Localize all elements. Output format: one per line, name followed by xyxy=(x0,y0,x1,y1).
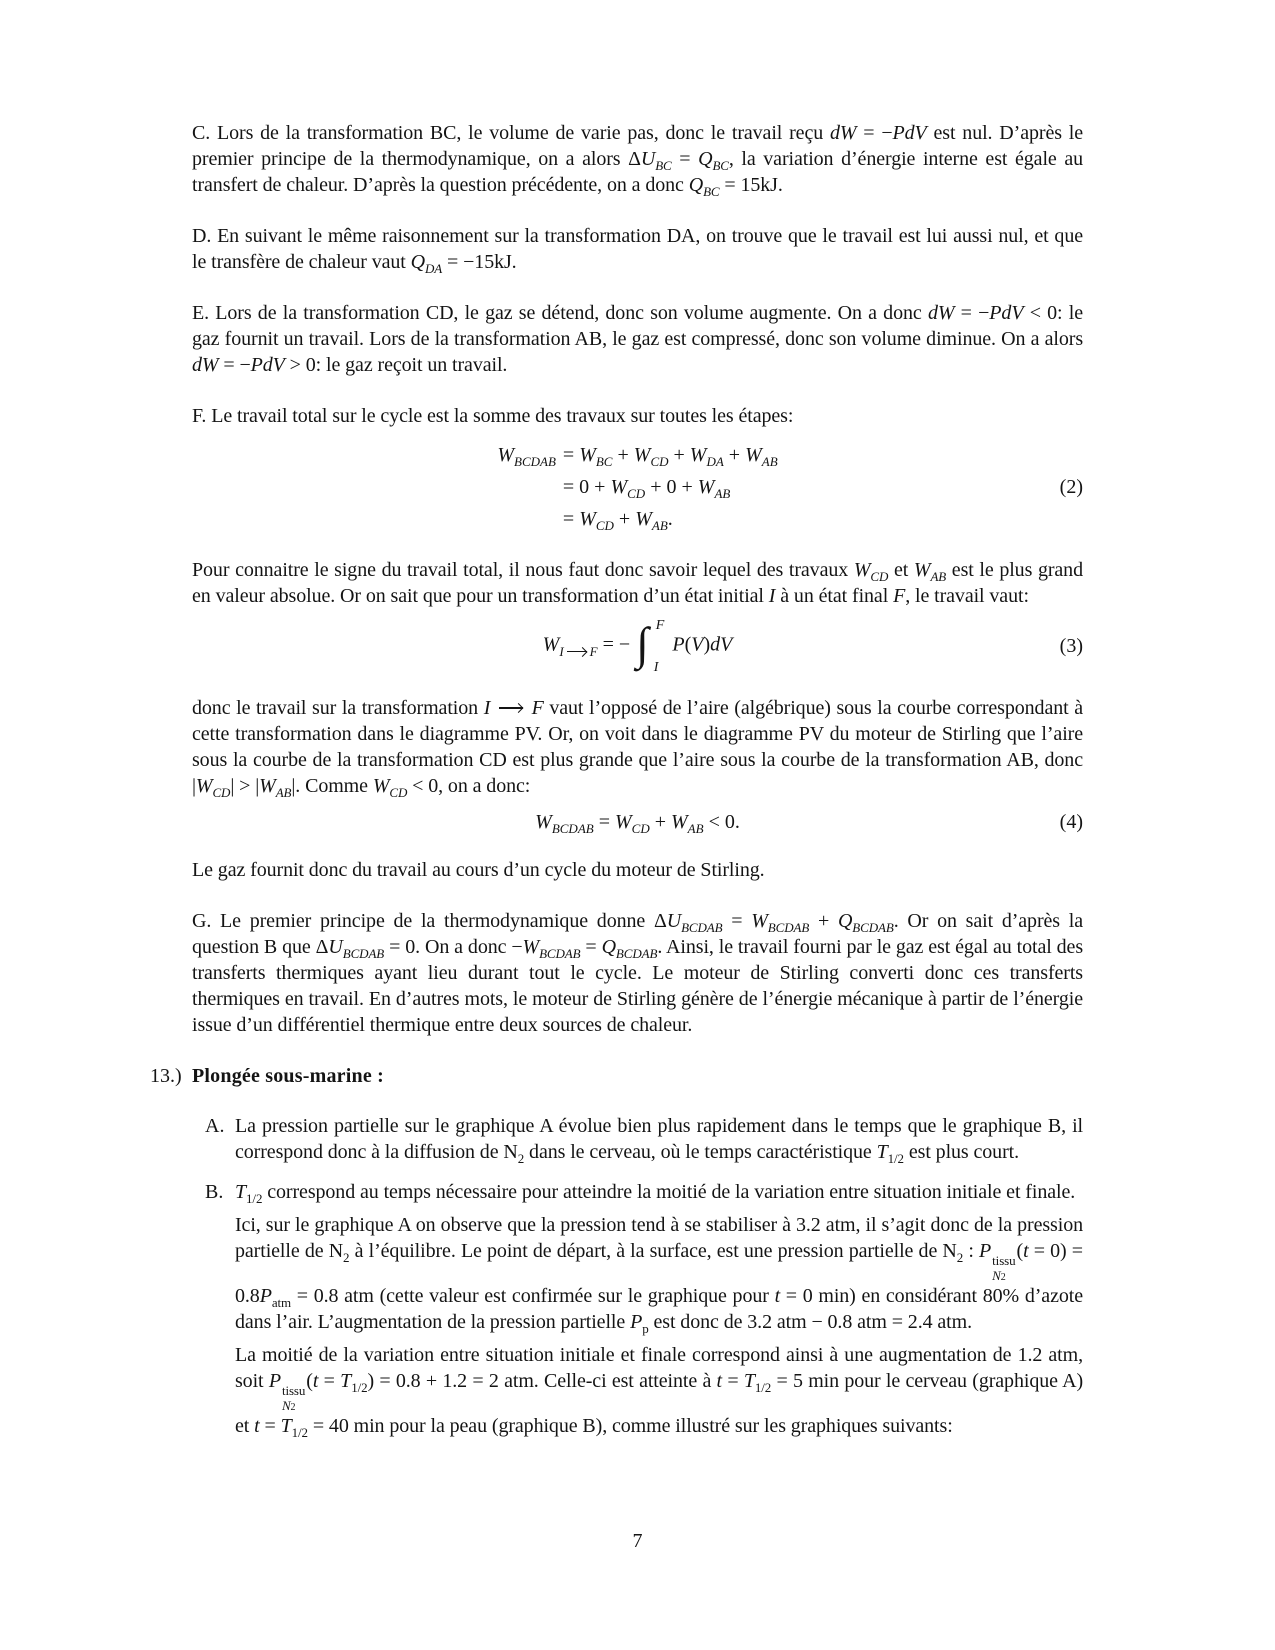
paragraph-gaz: Le gaz fournit donc du travail au cours d’un cycle du moteur de Stirling. xyxy=(192,859,765,881)
page-content xyxy=(150,120,1084,1453)
equation-2 xyxy=(192,439,1083,535)
paragraph-b1: $T_{1/2}$ correspond au temps nécessaire pour atteindre la moitié de la variation entre situation initiale et finale. xyxy=(235,1181,1076,1206)
question-13-heading xyxy=(150,1063,1083,1089)
equation-4 xyxy=(192,809,1083,835)
equation-2-line3: = $W_{CD} + W_{AB}$. xyxy=(562,508,673,533)
equation-2-lhs: $W_{BCDAB}$ xyxy=(497,444,556,469)
equation-3-number: (3) xyxy=(1059,635,1083,657)
paragraph-c: C. Lors de la transformation BC, le volume de varie pas, donc le travail reçu dW = −PdV est nul. D’après le premier principe de la thermodynamique, on a alors $\Delta U_{BC} = Q_{BC}$, la variation d’énergie interne est égale au transfert de chaleur. D’après la question précédente, on a donc $Q_{BC} = 15kJ$. xyxy=(192,122,1083,199)
paragraph-e: E. Lors de la transformation CD, le gaz se détend, donc son volume augmente. On a donc dW = −PdV < 0: le gaz fournit un travail. Lors de la transformation AB, le gaz est compressé, donc son volume diminue. On a alors dW = −PdV > 0: le gaz reçoit un travail. xyxy=(192,302,1083,376)
list-item-b-body xyxy=(235,1179,1083,1446)
equation-2-body xyxy=(497,439,777,535)
question-13-answers xyxy=(192,1113,1083,1446)
paragraph-f-intro: F. Le travail total sur le cycle est la somme des travaux sur toutes les étapes: xyxy=(192,405,794,427)
list-item-a xyxy=(192,1113,1083,1172)
list-item-a-body xyxy=(235,1113,1083,1172)
paragraph-sign: Pour connaitre le signe du travail total, il nous faut donc savoir lequel des travaux $W_{CD}$ et $W_{AB}$ est le plus grand en valeur absolue. Or on sait que pour un transformation d’un état initial I à un état final F, le travail vaut: xyxy=(192,559,1083,607)
equation-2-line1: = $W_{BC} + W_{CD} + W_{DA} + W_{AB}$ xyxy=(562,444,778,469)
paragraph-donc: donc le travail sur la transformation I F vaut l’opposé de l’aire (algébrique) sous la courbe correspondant à cette transformation dans le diagramme PV. Or, on voit dans le diagramme PV du moteur de Stirling que l’aire sous la courbe de la transformation CD est plus grande que l’aire sous la courbe de la transformation AB, donc $|W_{CD}| > |W_{AB}|$. Comme $W_{CD} < 0$, on a donc: xyxy=(192,697,1084,800)
list-item-b xyxy=(192,1179,1083,1446)
equation-3 xyxy=(192,619,1083,673)
equation-4-body: $W_{BCDAB} = W_{CD} + W_{AB} < 0$. xyxy=(535,811,740,836)
list-item-b-label: B. xyxy=(205,1181,224,1203)
paragraph-d: D. En suivant le même raisonnement sur la transformation DA, on trouve que le travail est lui aussi nul, et que le transfère de chaleur vaut $Q_{DA} = -15kJ$. xyxy=(192,225,1083,276)
equation-2-line2: = $0 + W_{CD} + 0 + W_{AB}$ xyxy=(562,476,731,501)
paragraph-a1: La pression partielle sur le graphique A évolue bien plus rapidement dans le temps que le graphique B, il correspond donc à la diffusion de $N_2$ dans le cerveau, où le temps caractéristique $T_{1/2}$ est plus court. xyxy=(235,1115,1083,1166)
paragraph-b3: La moitié de la variation entre situation initiale et finale correspond ainsi à une augmentation de 1.2 atm, soit P tissu N2 $(t = T_{1/2}) = 0.8 + 1.2 = 2$ atm. Celle-ci est atteinte à $t = T_{1/2} = 5$ min pour le cerveau (graphique A) et $t = T_{1/2} = 40$ min pour la peau (graphique B), comme illustré sur les graphiques suivants: xyxy=(235,1344,1084,1441)
list-item-a-label: A. xyxy=(205,1115,225,1137)
paragraph-b2: Ici, sur le graphique A on observe que la pression tend à se stabiliser à 3.2 atm, il s’agit donc de la pression partielle de $N_2$ à l’équilibre. Le point de départ, à la surface, est une pression partielle de $N_2$ : P tissu N2 $(t = 0) = 0.8P_{atm} = 0.8$ atm (cette valeur est confirmée sur le graphique pour t = 0 min) en considérant 80% d’azote dans l’air. L’augmentation de la pression partielle $P_p$ est donc de 3.2 atm − 0.8 atm = 2.4 atm. xyxy=(235,1214,1083,1337)
equation-3-body: $W_{I F}$ = − ∫ F I P(V)dV xyxy=(542,618,733,675)
equation-2-number: (2) xyxy=(1059,476,1083,498)
page-number: 7 xyxy=(632,1530,643,1552)
question-13-number: 13.) xyxy=(150,1065,182,1087)
paragraph-g: G. Le premier principe de la thermodynamique donne $\Delta U_{BCDAB} = W_{BCDAB} + Q_{BCDAB}$. Or on sait d’après la question B que $\Delta U_{BCDAB} = 0$. On a donc $-W_{BCDAB} = Q_{BCDAB}$. Ainsi, le travail fourni par le gaz est égal au total des transferts thermiques ayant lieu durant tout le cycle. Le moteur de Stirling converti donc ces transferts thermiques en travail. En d’autres mots, le moteur de Stirling génère de l’énergie mécanique à partir de l’énergie issue d’un différentiel thermique entre deux sources de chaleur. xyxy=(192,910,1083,1036)
question-13-title: Plongée sous-marine : xyxy=(192,1065,384,1087)
equation-4-number: (4) xyxy=(1059,811,1083,833)
